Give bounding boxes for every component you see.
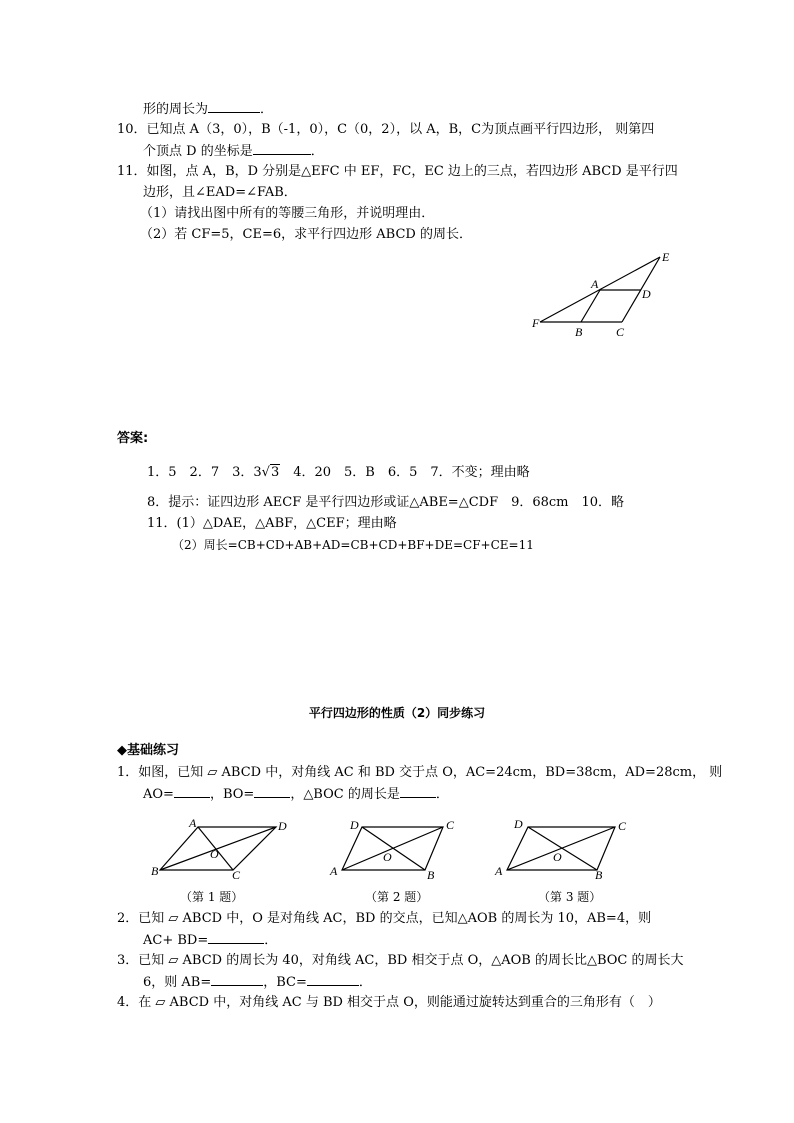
- answer-line-11-1: 11．(1）△DAE，△ABF，△CEF；理由略: [147, 516, 397, 531]
- q11-sub-2: （2）若 CF=5，CE=6，求平行四边形 ABCD 的周长．: [140, 227, 472, 242]
- fig11-label-d: D: [642, 287, 651, 301]
- fig2-label-c: C: [446, 818, 455, 832]
- fig11-label-c: C: [616, 325, 625, 339]
- fig3-label-a: A: [495, 864, 503, 878]
- basic-practice-title: ◆基础练习: [117, 743, 179, 758]
- fig11-label-a: A: [591, 277, 599, 291]
- p1-perimeter: ，△BOC 的周长是: [290, 787, 400, 802]
- p3-bc: ，BC=: [263, 975, 307, 990]
- fig11-label-b: B: [575, 325, 583, 339]
- q9-blank: [208, 100, 260, 113]
- p1-blank-ao: [174, 785, 210, 798]
- p3-line-2: [143, 973, 372, 992]
- q10-blank: [253, 142, 311, 155]
- answer-line-8: 8．提示：证四边形 AECF 是平行四边形或证△ABE=△CDF 9．68cm 10．略: [147, 495, 625, 510]
- fig3-label-c: C: [618, 819, 627, 833]
- p1-line-2: [143, 785, 449, 804]
- q9-text: 形的周长为: [143, 102, 209, 117]
- p1-line-1: 1．如图，已知 ▱ ABCD 中，对角线 AC 和 BD 交于点 O，AC=24cm，BD=38cm，AD=28cm， 则: [117, 765, 723, 780]
- fig3-caption: （第 3 题）: [538, 890, 602, 904]
- p3-blank-ab: [211, 973, 263, 986]
- fig11-label-f: F: [532, 316, 540, 330]
- p2-period: ．: [264, 933, 278, 948]
- fig1-label-o: O: [210, 847, 219, 861]
- fig2-caption: （第 2 题）: [365, 890, 429, 904]
- q11-sub-1: （1）请找出图中所有的等腰三角形，并说明理由．: [140, 206, 435, 221]
- p2-text-2: AC+ BD=: [143, 933, 209, 948]
- q10-text-2: 个顶点 D 的坐标是: [143, 144, 253, 159]
- fig1-caption: （第 1 题）: [180, 890, 244, 904]
- fig11-label-e: E: [662, 250, 670, 264]
- figure-problem-1: [148, 815, 298, 880]
- fig1-label-d: D: [278, 819, 287, 833]
- q10-line-1: 10．已知点 A（3，0），B（-1，0），C（0，2），以 A，B，C为顶点画平行四边形， 则第四: [117, 122, 655, 137]
- fig1-label-c: C: [232, 868, 241, 880]
- p1-period: ．: [435, 787, 449, 802]
- answer-1-post: 4．20 5．B 6．5 7．不变；理由略: [280, 465, 530, 480]
- p2-line-2: [143, 931, 277, 950]
- fig2-label-a: A: [330, 864, 338, 878]
- figure-q11: [520, 245, 690, 345]
- fig3-label-b: B: [595, 868, 603, 880]
- q11-line-2: 边形，且∠EAD=∠FAB．: [143, 185, 297, 200]
- answers-title: 答案:: [117, 431, 149, 446]
- section-title: 平行四边形的性质（2）同步练习: [308, 706, 486, 720]
- fig2-diagonal-bd: [362, 827, 425, 870]
- p1-ao: AO=: [143, 787, 174, 802]
- answer-1-sqrt: 3: [270, 465, 280, 480]
- p1-bo: ，BO=: [209, 787, 255, 802]
- q9-line: [143, 100, 273, 119]
- p3-ab: 6，则 AB=: [143, 975, 212, 990]
- q10-line-2: [143, 142, 324, 161]
- fig3-diagonal-bd: [528, 827, 597, 870]
- figure-problem-3: [490, 815, 640, 880]
- sqrt-sign: √: [261, 465, 270, 480]
- p1-blank-bo: [254, 785, 290, 798]
- fig2-label-b: B: [427, 868, 435, 880]
- p3-period: ．: [358, 975, 372, 990]
- fig3-label-d: D: [514, 817, 523, 831]
- q11-line-1: 11．如图，点 A，B，D 分别是△EFC 中 EF，FC，EC 边上的三点，若四边形 ABCD 是平行四: [117, 164, 678, 179]
- p3-blank-bc: [307, 973, 359, 986]
- answer-1-pre: 1．5 2．7 3．3: [147, 465, 262, 480]
- fig3-label-o: O: [553, 850, 562, 864]
- p4-line: 4．在 ▱ ABCD 中，对角线 AC 与 BD 相交于点 O，则能通过旋转达到重合的三角形有（ ）: [117, 995, 661, 1010]
- p3-line-1: 3．已知 ▱ ABCD 的周长为 40，对角线 AC，BD 相交于点 O，△AOB 的周长比△BOC 的周长大: [117, 953, 684, 968]
- p2-line-1: 2．已知 ▱ ABCD 中，O 是对角线 AC，BD 的交点，已知△AOB 的周长为 10，AB=4，则: [117, 911, 652, 926]
- answer-line-1: [147, 464, 530, 482]
- p1-blank-perimeter: [400, 785, 436, 798]
- fig2-label-o: O: [383, 850, 392, 864]
- p2-blank: [208, 931, 264, 944]
- answer-line-11-2: （2）周长=CB+CD+AB+AD=CB+CD+BF+DE=CF+CE=11: [172, 538, 534, 552]
- q9-period: ．: [260, 102, 274, 117]
- q10-period: ．: [310, 144, 324, 159]
- fig2-label-d: D: [350, 818, 359, 832]
- figure-problem-2: [325, 815, 475, 880]
- fig1-label-b: B: [151, 864, 159, 878]
- fig1-label-a: A: [189, 816, 197, 830]
